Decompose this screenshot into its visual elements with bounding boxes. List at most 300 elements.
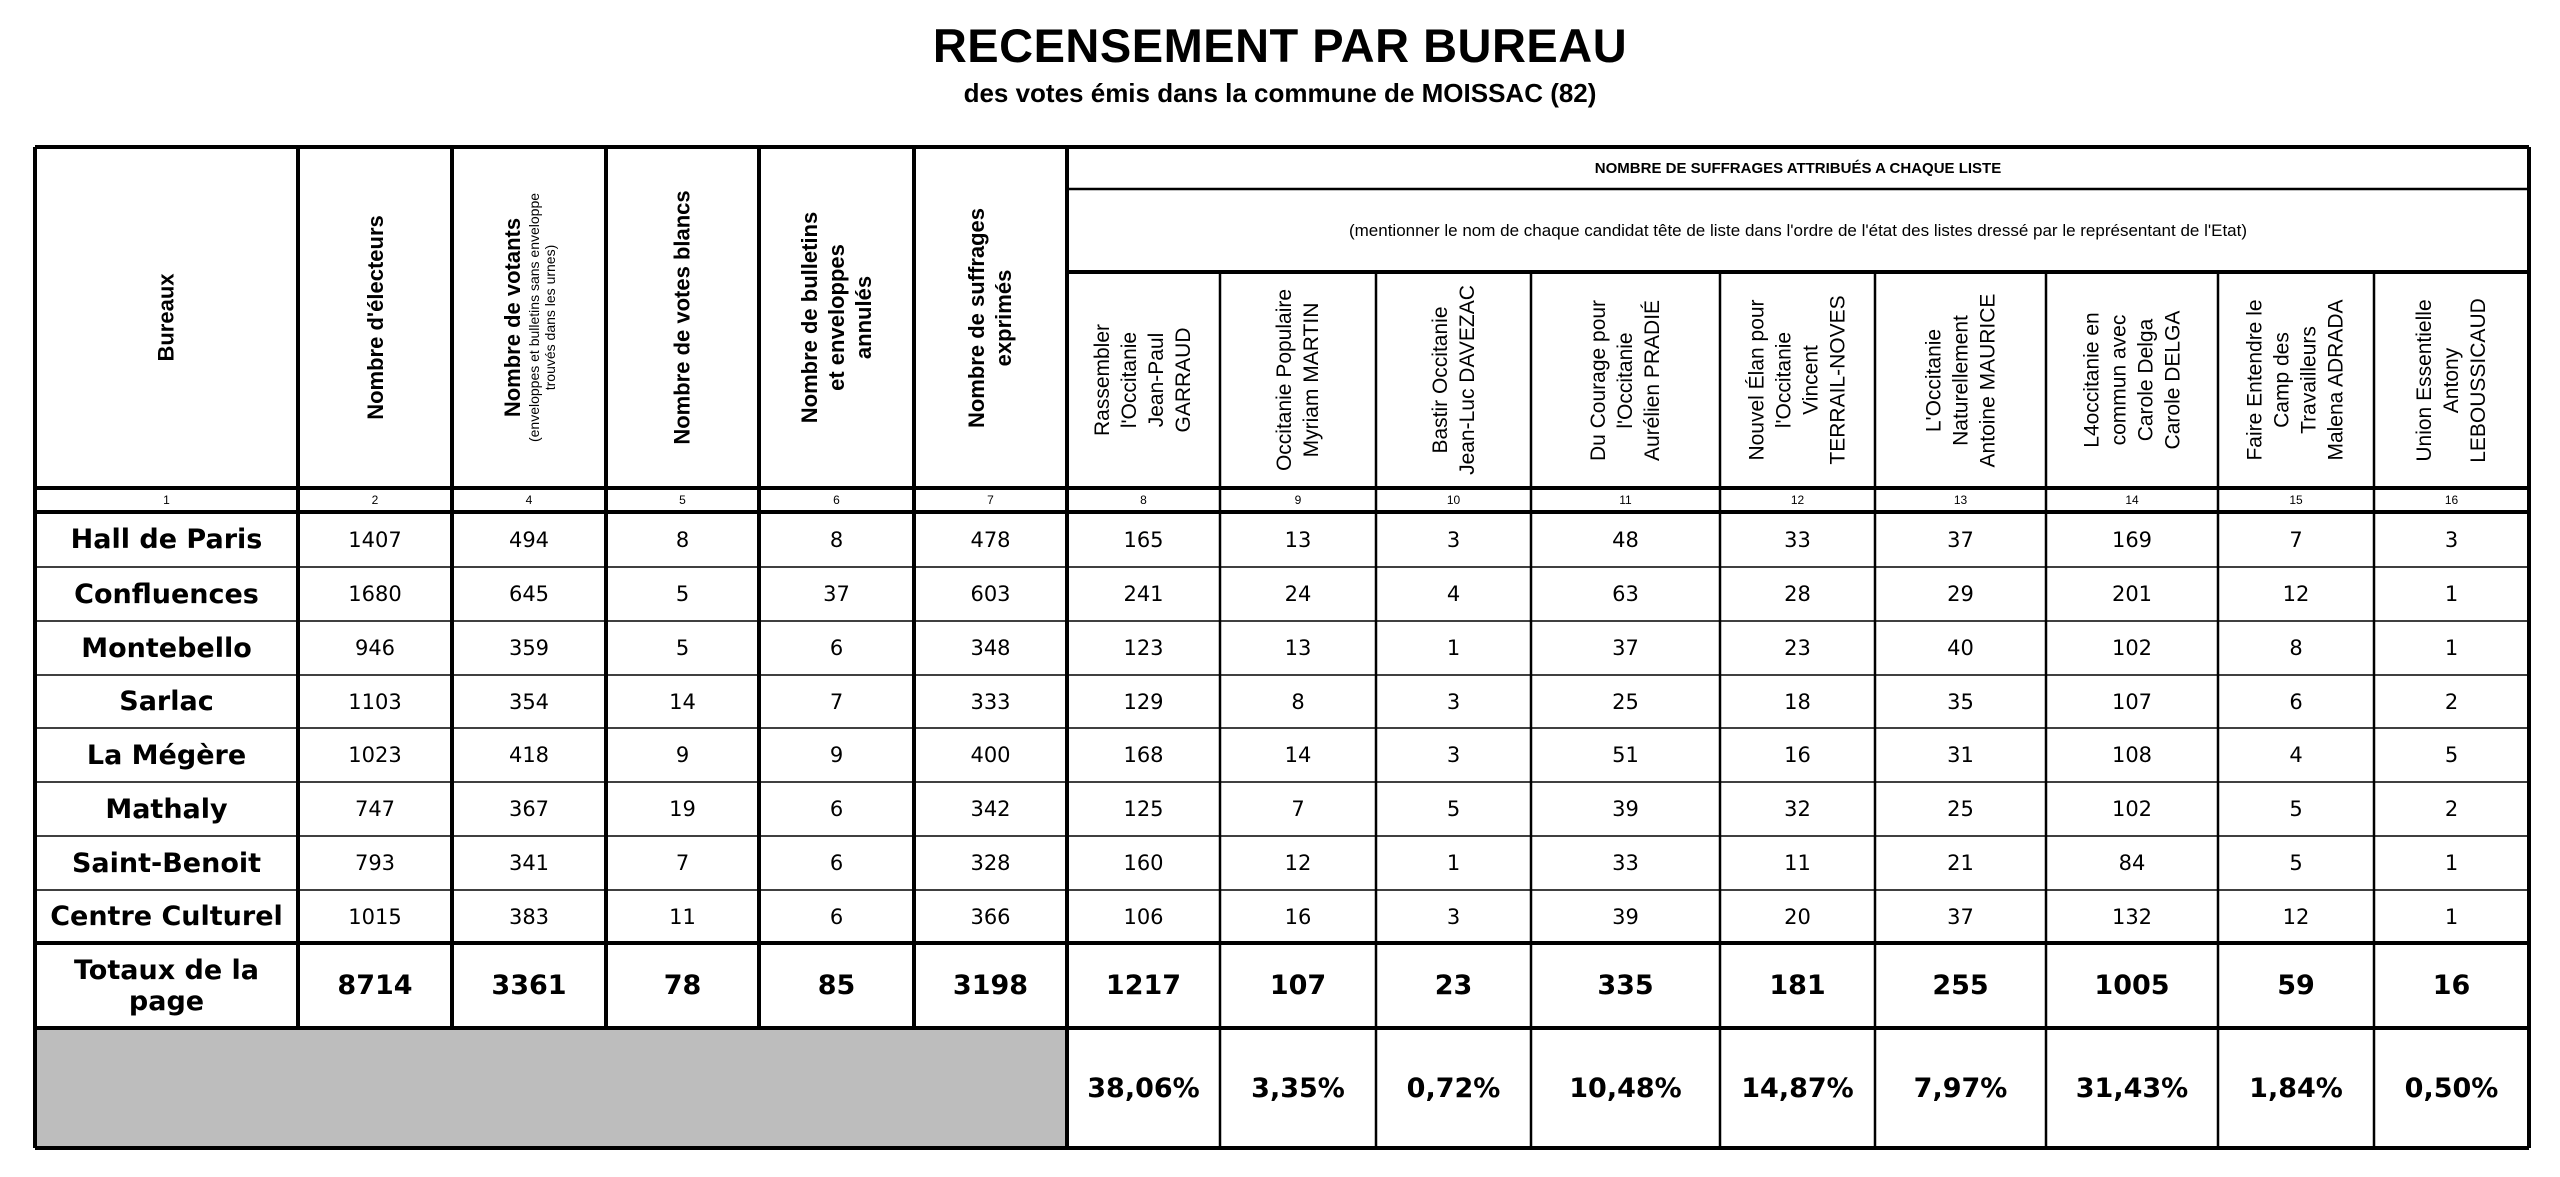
cell-value: 8 (675, 527, 690, 552)
list-header (2078, 311, 2186, 450)
table-row-bureau (35, 890, 298, 943)
table-cell (606, 512, 759, 567)
cell-value: 328 (970, 851, 1011, 875)
table-cell (1720, 890, 1875, 943)
table-cell (2046, 675, 2218, 728)
cell-value: 168 (1123, 743, 1164, 767)
cell-value: 5 (1446, 797, 1461, 821)
total-value: 85 (817, 970, 856, 1001)
table-cell (1220, 512, 1376, 567)
table-cell (2046, 567, 2218, 621)
table-cell (1376, 512, 1531, 567)
table-cell (606, 728, 759, 782)
table-cell (1875, 621, 2046, 675)
cell-value: 40 (1947, 636, 1974, 660)
column-number: 14 (2125, 493, 2139, 507)
cell-value: 125 (1123, 797, 1164, 821)
column-number-cell (1220, 488, 1376, 512)
percentage-value: 38,06% (1087, 1072, 1200, 1104)
cell-value: 51 (1612, 743, 1639, 767)
table-cell (2374, 621, 2529, 675)
percentage-cell (1875, 1028, 2046, 1148)
list-header-cell (2046, 272, 2218, 488)
cell-value: 12 (2282, 904, 2310, 929)
table-cell (2218, 621, 2374, 675)
totals-cell (1067, 943, 1220, 1028)
cell-value: 7 (675, 851, 690, 875)
cell-value: 201 (2111, 582, 2153, 606)
table-cell (1376, 890, 1531, 943)
total-value: 59 (2277, 970, 2315, 1001)
table-cell (2218, 728, 2374, 782)
cell-value: 2 (2444, 797, 2459, 821)
table-cell (2046, 512, 2218, 567)
cell-value: 12 (2282, 582, 2310, 606)
header-blancs-line: Nombre de votes blancs (670, 190, 695, 445)
cell-value: 494 (508, 527, 550, 552)
cell-value: 6 (829, 851, 844, 875)
list-header-line: Camp des (2271, 332, 2294, 428)
cell-value: 18 (1784, 689, 1811, 714)
page-subtitle: des votes émis dans la commune de MOISSAC (82) (963, 78, 1597, 108)
cell-value: 37 (1612, 636, 1639, 660)
table-cell (1067, 782, 1220, 836)
column-number-cell (606, 488, 759, 512)
cell-value: 1407 (348, 527, 402, 552)
header-electeurs (362, 215, 389, 420)
list-header (2411, 298, 2492, 463)
table-cell (1720, 728, 1875, 782)
cell-value: 793 (354, 851, 396, 875)
table-cell (1376, 675, 1531, 728)
cell-value: 8 (829, 527, 844, 552)
percentage-value: 0,50% (2404, 1072, 2499, 1104)
percentage-value: 10,48% (1569, 1072, 1682, 1104)
list-header-line: GARRAUD (1172, 327, 1196, 433)
table-cell (1220, 890, 1376, 943)
cell-value: 341 (508, 851, 550, 875)
table-cell (2218, 675, 2374, 728)
cell-value: 11 (1784, 851, 1811, 875)
cell-value: 478 (970, 527, 1011, 552)
list-header (1427, 285, 1481, 475)
table-cell (1220, 621, 1376, 675)
totals-cell (759, 943, 914, 1028)
table-cell (1875, 675, 2046, 728)
list-header-line: commun avec (2106, 314, 2130, 446)
table-cell (452, 621, 606, 675)
list-header-line: Malena ADRADA (2325, 299, 2348, 461)
cell-value: 1 (2444, 851, 2459, 875)
cell-value: 946 (354, 636, 396, 660)
table-cell (914, 567, 1067, 621)
column-number-cell (1376, 488, 1531, 512)
cell-value: 21 (1947, 851, 1974, 875)
cell-value: 366 (970, 904, 1011, 929)
cell-value: 23 (1784, 636, 1811, 660)
table-cell (1875, 728, 2046, 782)
cell-value: 35 (1947, 689, 1974, 714)
percentage-cell (2218, 1028, 2374, 1148)
column-number: 13 (1953, 493, 1968, 507)
list-header-line: Travailleurs (2298, 326, 2321, 434)
table-cell (1875, 567, 2046, 621)
total-value: 107 (1269, 970, 1327, 1001)
table-cell (606, 890, 759, 943)
cell-value: 24 (1284, 582, 1312, 606)
table-cell (298, 512, 452, 567)
list-header-line: Antoine MAURICE (1976, 293, 1999, 467)
list-header-line: Vincent (1799, 345, 1823, 415)
cell-value: 63 (1612, 582, 1639, 606)
totals-cell (1720, 943, 1875, 1028)
table-cell (2218, 782, 2374, 836)
table-cell (914, 675, 1067, 728)
cell-value: 2 (2444, 689, 2459, 714)
table-row-bureau (35, 782, 298, 836)
table-row-bureau (35, 567, 298, 621)
list-header-line: L'Occitanie (1922, 328, 1945, 432)
totals-cell (2218, 943, 2374, 1028)
table-cell (2374, 836, 2529, 890)
table-cell (1220, 675, 1376, 728)
cell-value: 1103 (348, 689, 402, 714)
percentage-cell (2046, 1028, 2218, 1148)
column-number-cell (2374, 488, 2529, 512)
table-cell (1720, 621, 1875, 675)
bureau-name: Mathaly (105, 793, 228, 825)
table-cell (759, 512, 914, 567)
table-cell (298, 567, 452, 621)
cell-value: 33 (1784, 527, 1811, 552)
table-cell (1376, 782, 1531, 836)
cell-value: 333 (970, 689, 1011, 714)
table-cell (759, 890, 914, 943)
header-votants-line: Nombre de votants (500, 217, 526, 418)
cell-value: 5 (675, 582, 690, 606)
table-cell (1875, 782, 2046, 836)
table-cell (914, 728, 1067, 782)
list-header-line: Occitanie Populaire (1273, 288, 1297, 472)
column-number: 11 (1619, 493, 1632, 507)
table-cell (1067, 890, 1220, 943)
cell-value: 165 (1123, 527, 1164, 552)
cell-value: 5 (675, 636, 690, 660)
table-cell (2374, 782, 2529, 836)
cell-value: 16 (1284, 904, 1312, 929)
header-annules-cell (759, 147, 914, 488)
table-cell (914, 836, 1067, 890)
cell-value: 5 (2444, 743, 2459, 767)
total-value: 1005 (2094, 970, 2170, 1001)
percentage-value: 7,97% (1913, 1072, 2008, 1104)
total-value: 181 (1769, 970, 1826, 1001)
column-number: 2 (371, 493, 379, 507)
list-header-cell (1067, 272, 1220, 488)
cell-value: 13 (1284, 636, 1312, 660)
list-header-line: Myriam MARTIN (1300, 302, 1324, 458)
cell-value: 37 (1947, 527, 1974, 552)
list-header-line: TERRAIL-NOVES (1826, 295, 1850, 465)
cell-value: 39 (1612, 797, 1639, 821)
table-cell (1531, 728, 1720, 782)
table-cell (759, 782, 914, 836)
percentage-value: 14,87% (1741, 1072, 1854, 1104)
total-value: 16 (2432, 970, 2471, 1001)
header-bureaux (153, 273, 180, 361)
totals-cell (1531, 943, 1720, 1028)
totals-cell (2374, 943, 2529, 1028)
table-cell (1220, 782, 1376, 836)
table-cell (1067, 621, 1220, 675)
column-number-cell (298, 488, 452, 512)
totals-cell (2046, 943, 2218, 1028)
table-cell (452, 728, 606, 782)
total-value: 3361 (491, 970, 567, 1001)
cell-value: 342 (970, 797, 1011, 821)
header-exprimes (964, 207, 1018, 427)
percentage-value: 1,84% (2249, 1072, 2343, 1104)
cell-value: 354 (508, 689, 550, 714)
table-cell (1531, 512, 1720, 567)
cell-value: 160 (1123, 851, 1164, 875)
cell-value: 16 (1784, 743, 1811, 767)
table-cell (2046, 728, 2218, 782)
cell-value: 7 (829, 689, 844, 714)
header-votants-note: (enveloppes et bulletins sans enveloppe (526, 192, 543, 443)
column-number-cell (1720, 488, 1875, 512)
cell-value: 1 (1446, 636, 1461, 660)
header-votants-note: trouvés dans les urnes) (542, 244, 559, 391)
suffrages-title-cell (1067, 147, 2529, 189)
totals-cell (606, 943, 759, 1028)
cell-value: 3 (1446, 527, 1461, 552)
list-header-line: Carole DELGA (2160, 310, 2184, 450)
list-header-line: Faire Entendre le (2244, 299, 2267, 461)
totals-cell (1376, 943, 1531, 1028)
totals-cell (1875, 943, 2046, 1028)
cell-value: 1 (2444, 636, 2459, 660)
percentage-cell (2374, 1028, 2529, 1148)
table-cell (1220, 567, 1376, 621)
cell-value: 241 (1123, 582, 1164, 606)
table-cell (759, 836, 914, 890)
page-title: RECENSEMENT PAR BUREAU (932, 19, 1628, 72)
table-cell (759, 728, 914, 782)
list-header-cell (1875, 272, 2046, 488)
cell-value: 33 (1612, 851, 1639, 875)
table-cell (2218, 512, 2374, 567)
table-cell (1720, 512, 1875, 567)
totals-label-cell (35, 943, 298, 1028)
cell-value: 400 (970, 743, 1011, 767)
cell-value: 107 (2111, 689, 2153, 714)
cell-value: 25 (1612, 689, 1639, 714)
table-cell (2218, 836, 2374, 890)
table-cell (2046, 621, 2218, 675)
table-cell (759, 621, 914, 675)
cell-value: 1 (1446, 851, 1461, 875)
percentage-value: 3,35% (1251, 1072, 1345, 1104)
percentage-cell (1720, 1028, 1875, 1148)
bureau-name: Confluences (74, 578, 259, 610)
total-value: 8714 (337, 970, 413, 1001)
list-header-line: Rassembler (1091, 323, 1115, 437)
table-cell (1531, 890, 1720, 943)
column-number: 1 (163, 493, 170, 507)
cell-value: 7 (1291, 797, 1305, 821)
list-header-line: LEBOUSSICAUD (2467, 297, 2491, 463)
cell-value: 19 (669, 797, 696, 821)
table-cell (452, 782, 606, 836)
cell-value: 28 (1784, 582, 1811, 606)
table-cell (1067, 728, 1220, 782)
table-cell (606, 836, 759, 890)
table-cell (759, 567, 914, 621)
table-cell (606, 567, 759, 621)
header-electeurs-cell (298, 147, 452, 488)
cell-value: 84 (2118, 851, 2146, 875)
cell-value: 7 (2289, 527, 2303, 552)
list-header-line: l'Occitanie (1118, 331, 1142, 429)
total-value: 335 (1597, 970, 1654, 1001)
cell-value: 13 (1284, 527, 1312, 552)
cell-value: 6 (2289, 689, 2303, 714)
total-value: 3198 (952, 970, 1029, 1001)
list-header-line: l'Occitanie (1772, 331, 1796, 429)
table-cell (298, 621, 452, 675)
cell-value: 12 (1284, 851, 1312, 875)
table-cell (1067, 512, 1220, 567)
cell-value: 747 (354, 797, 396, 821)
bureau-name: Hall de Paris (70, 524, 263, 555)
table-cell (298, 890, 452, 943)
list-header-line: Carole Delga (2133, 318, 2157, 442)
cell-value: 29 (1947, 582, 1974, 606)
cell-value: 102 (2111, 797, 2153, 821)
suffrages-note-cell (1067, 189, 2529, 272)
cell-value: 132 (2111, 904, 2153, 929)
list-header-line: Aurélien PRADIÉ (1640, 299, 1664, 461)
list-header-line: Antony (2440, 347, 2464, 413)
totals-cell (298, 943, 452, 1028)
totals-cell (914, 943, 1067, 1028)
table-cell (1531, 675, 1720, 728)
percentage-cell (1376, 1028, 1531, 1148)
table-cell (1531, 782, 1720, 836)
cell-value: 3 (1446, 689, 1461, 714)
table-cell (2374, 890, 2529, 943)
table-cell (1067, 675, 1220, 728)
column-number-cell (452, 488, 606, 512)
table-row-bureau (35, 621, 298, 675)
table-cell (1067, 836, 1220, 890)
total-value: 255 (1932, 970, 1989, 1001)
total-value: 1217 (1105, 970, 1182, 1001)
total-value: 78 (663, 970, 702, 1001)
table-cell (2374, 728, 2529, 782)
header-votants-cell (452, 147, 606, 488)
table-cell (1531, 567, 1720, 621)
bureau-name: La Mégère (86, 739, 247, 771)
suffrages-note: (mentionner le nom de chaque candidat tête de liste dans l'ordre de l'état des listes dressé par le représentant de l'Etat) (1348, 220, 2248, 240)
header-exprimes-cell (914, 147, 1067, 488)
table-cell (2374, 567, 2529, 621)
totals-cell (1220, 943, 1376, 1028)
table-cell (2218, 890, 2374, 943)
cell-value: 3 (2444, 527, 2459, 552)
list-header-line: Jean-Paul (1145, 332, 1169, 428)
percentage-cell (1067, 1028, 1220, 1148)
table-cell (1720, 782, 1875, 836)
cell-value: 14 (1284, 743, 1312, 767)
header-exprimes-line: Nombre de suffrages (964, 207, 990, 428)
table-cell (1720, 567, 1875, 621)
list-header-cell (2374, 272, 2529, 488)
table-cell (1875, 836, 2046, 890)
list-header-line: Nouvel Élan pour (1745, 299, 1769, 461)
cell-value: 169 (2111, 527, 2153, 552)
table-cell (1376, 728, 1531, 782)
table-cell (1376, 567, 1531, 621)
table-cell (606, 621, 759, 675)
cell-value: 31 (1947, 743, 1974, 767)
table-cell (914, 890, 1067, 943)
cell-value: 3 (1446, 904, 1461, 929)
cell-value: 383 (508, 904, 550, 929)
column-number: 15 (2289, 493, 2303, 507)
cell-value: 5 (2289, 797, 2303, 821)
cell-value: 25 (1947, 797, 1974, 821)
list-header-cell (1220, 272, 1376, 488)
cell-value: 4 (1446, 582, 1461, 606)
table-cell (759, 675, 914, 728)
header-electeurs-line: Nombre d'électeurs (362, 215, 388, 420)
table-cell (298, 782, 452, 836)
table-cell (452, 567, 606, 621)
cell-value: 418 (508, 743, 550, 767)
table-cell (1531, 621, 1720, 675)
bureau-name: Centre Culturel (50, 901, 283, 932)
table-cell (452, 512, 606, 567)
list-header-cell (1531, 272, 1720, 488)
cell-value: 14 (669, 689, 696, 714)
column-number: 7 (987, 493, 994, 507)
column-number-cell (1531, 488, 1720, 512)
table-cell (1720, 836, 1875, 890)
column-number: 4 (525, 493, 533, 507)
column-number: 10 (1446, 493, 1461, 507)
table-cell (1531, 836, 1720, 890)
cell-value: 3 (1446, 743, 1461, 767)
table-row-bureau (35, 675, 298, 728)
table-cell (914, 512, 1067, 567)
list-header-cell (2218, 272, 2374, 488)
list-header (1271, 289, 1325, 471)
table-cell (1220, 728, 1376, 782)
cell-value: 8 (1291, 689, 1305, 714)
table-cell (1875, 512, 2046, 567)
percentage-cell (1220, 1028, 1376, 1148)
cell-value: 37 (823, 582, 850, 606)
cell-value: 1015 (348, 904, 402, 929)
table-cell (1875, 890, 2046, 943)
table-cell (606, 782, 759, 836)
list-header (1744, 295, 1852, 464)
table-cell (914, 621, 1067, 675)
cell-value: 9 (675, 743, 690, 767)
table-cell (2046, 890, 2218, 943)
